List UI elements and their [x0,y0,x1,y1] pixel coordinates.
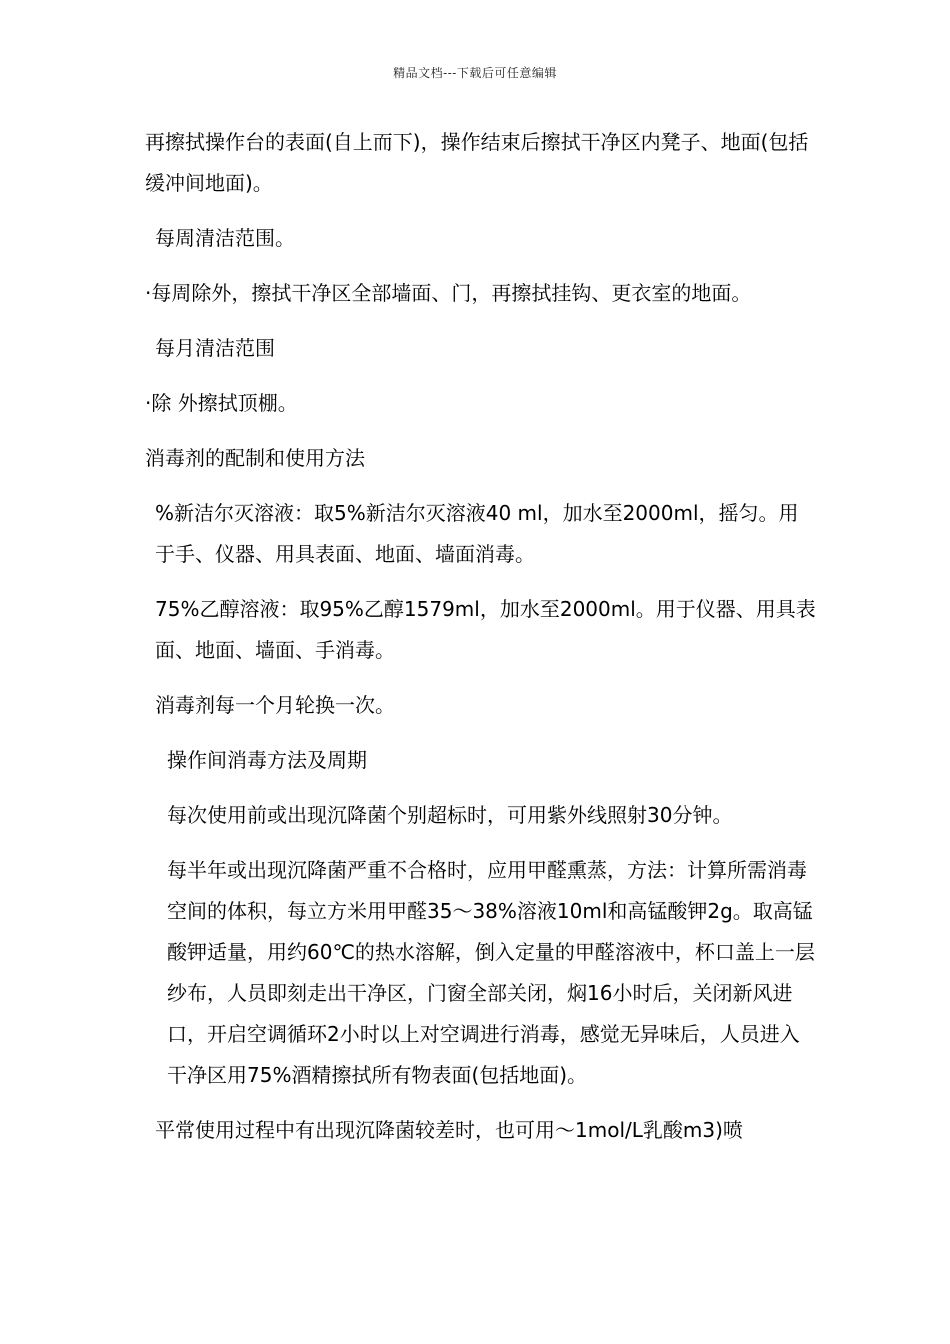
heading-room-disinfection: 操作间消毒方法及周期 [167,748,367,772]
paragraph-monthly-cleaning: ·除 外擦拭顶棚。 [145,391,298,415]
heading-weekly-cleaning: 每周清洁范围。 [155,226,295,250]
paragraph-formaldehyde-fumigation: 每半年或出现沉降菌严重不合格时，应用甲醛熏蒸，方法：计算所需消毒空间的体积，每立方米用甲醛35～38%溶液10ml和高锰酸钾2g。取高锰酸钾适量，用约60℃的热水溶解，倒入定量的甲醛溶液中，杯口盖上一层纱布，人员即刻走出干净区，门窗全部关闭，焖16小时后，关闭新风进口，开启空调循环2小时以上对空调进行消毒，感觉无异味后，人员进入干净区用75%酒精擦拭所有物表面(包括地面)。 [167,858,815,1087]
heading-disinfectant-preparation: 消毒剂的配制和使用方法 [145,446,365,470]
paragraph-benzalkonium-solution: %新洁尔灭溶液：取5%新洁尔灭溶液40 ml，加水至2000ml，摇匀。用于手、仪器、用具表面、地面、墙面消毒。 [155,501,799,566]
paragraph-ethanol-solution: 75%乙醇溶液：取95%乙醇1579ml，加水至2000ml。用于仪器、用具表面、地面、墙面、手消毒。 [155,597,816,662]
paragraph-lactic-acid-spray: 平常使用过程中有出现沉降菌较差时，也可用～1mol/L乳酸m3)喷 [155,1118,743,1142]
paragraph-uv-disinfection: 每次使用前或出现沉降菌个别超标时，可用紫外线照射30分钟。 [167,803,733,827]
page-header: 精品文档---下载后可任意编辑 [393,66,557,80]
paragraph-disinfectant-rotation: 消毒剂每一个月轮换一次。 [155,693,395,717]
paragraph-weekly-cleaning: ·每周除外，擦拭干净区全部墙面、门，再擦拭挂钩、更衣室的地面。 [145,281,752,305]
document-body [145,122,817,1165]
paragraph-cleaning-after-work: 再擦拭操作台的表面(自上而下)，操作结束后擦拭干净区内凳子、地面(包括缓冲间地面)。 [145,130,809,195]
heading-monthly-cleaning: 每月清洁范围 [155,336,275,360]
